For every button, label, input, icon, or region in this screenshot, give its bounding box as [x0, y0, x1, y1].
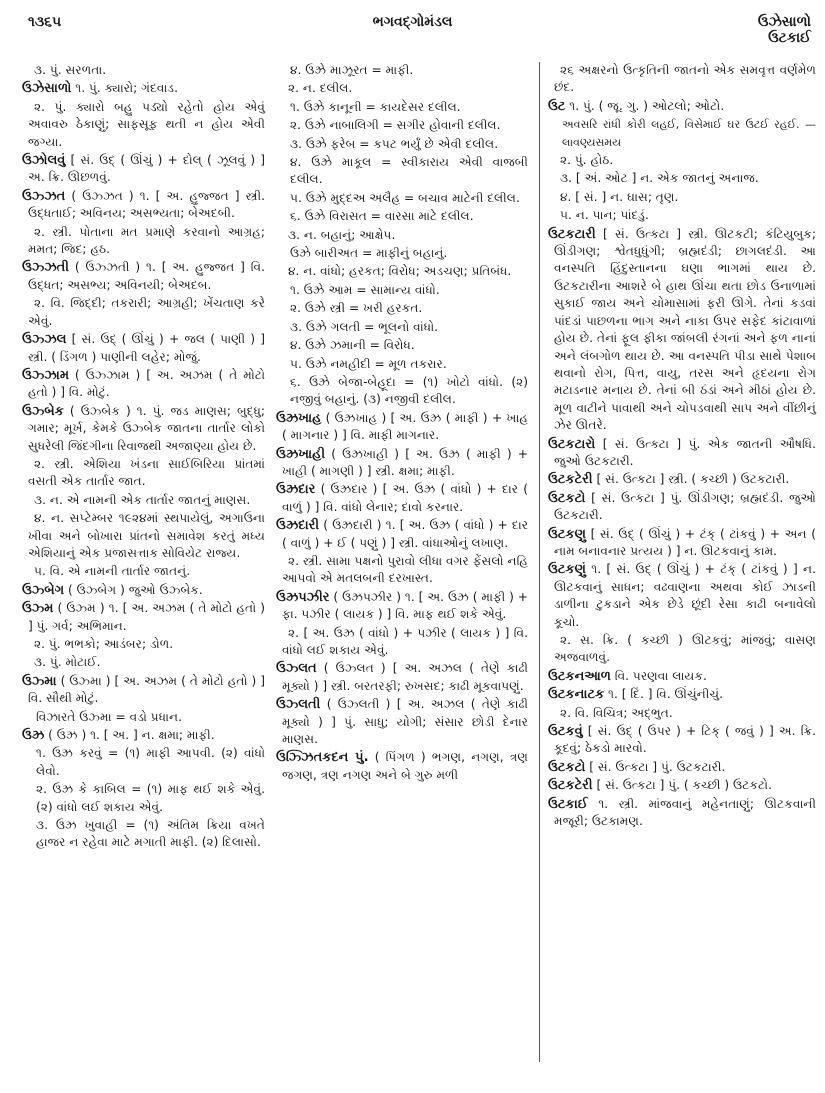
entry-sense	[22, 709, 265, 726]
definition-text: વિ. પરણવા લાયક.	[610, 668, 707, 683]
dictionary-entry	[548, 490, 816, 525]
entry-sense	[276, 245, 528, 262]
dictionary-entry	[22, 600, 265, 635]
definition-text: [ સં. ઉત્કટા ] પું. ઊંડીગણ; બ્રહ્મદંડી. જુઓ ઉટકટારી.	[554, 490, 816, 523]
definition-text: [ સં. ઉત્કટા ] પું. ( કચ્છી ) ઉટકટો.	[592, 778, 772, 793]
definition-text: ( ઉઝ્રદારી ) ૧. [ અ. ઉઝ્ર ( વાંધો ) + દાર ( વાળું ) + ઈ ( પણું ) ] સ્ત્રી. વાંધાઓનું લખાણ.	[282, 518, 528, 550]
dictionary-entry	[276, 517, 528, 552]
entry-sense	[548, 62, 816, 97]
definition-text: [ સં. ઉત્કટા ] સ્ત્રી. ( કચ્છી ) ઉટકટારી.	[592, 472, 790, 487]
definition-text: ૧. ઉઝ્રે કાનૂની = કાયદેસર દલીલ.	[290, 99, 461, 114]
entry-sense	[276, 227, 528, 244]
headword: ઉઝ્રખાહ	[276, 410, 322, 426]
dictionary-entry	[22, 403, 265, 455]
headword: ઉટકટેરી	[548, 472, 593, 488]
dictionary-entry	[276, 660, 528, 695]
entry-sense	[22, 745, 265, 780]
definition-text: ( ઉઝ્રદાર ) [ અ. ઉઝ્ર ( વાંધો ) + દાર ( વાળું ) ] વિ. વાંધો લેનાર; દાવો કરનાર.	[282, 482, 528, 514]
definition-text: ( ઉઝ્ઝતી ) ૧. [ અ. હુજ્જત ] વિ. ઉદ્ધત; અસભ્ય; અવિનયી; બેઅદબ.	[28, 260, 265, 292]
entry-sense	[22, 492, 265, 509]
entry-sense	[548, 152, 816, 169]
entry-sense	[276, 136, 528, 153]
headword: ઉટકવું	[548, 724, 583, 740]
headword: ઉટકણુ	[548, 526, 586, 542]
definition-text: ૧. પું. ક્યારો; ગંદવાડ.	[71, 81, 178, 96]
dictionary-entry	[276, 589, 528, 624]
entry-sense	[276, 80, 528, 97]
definition-text: ૨૬ અક્ષરનો ઉત્કૃતિની જાતનો એક સમવૃત્ત વર્ણમેળ છંદ.	[554, 63, 816, 95]
dictionary-entry	[548, 796, 816, 831]
definition-text: અવસરિ રાંધી કોરી લહઈ, વિસેમાઈ ઘર ઉટઈ રહઈ. — લાવણ્યસમય	[562, 118, 816, 149]
entry-sense	[548, 116, 816, 151]
headword: ઉઝ્લતી	[276, 697, 321, 713]
definition-text: ૪. [ સં. ] ન. ઘાસ; તૃણ.	[560, 189, 679, 204]
dictionary-entry	[548, 723, 816, 758]
entry-sense	[22, 456, 265, 491]
headword: ઉટકટો	[548, 759, 586, 775]
headword: ઉઝ્બેક	[22, 403, 64, 419]
entry-sense	[22, 224, 265, 259]
definition-text: ૪. ઉઝ્રે માકૂલ = સ્વીકારાય એવી વાજબી દલીલ.	[290, 155, 528, 187]
definition-text: વિઝારતે ઉઝ્મા = વડો પ્રધાન.	[36, 709, 182, 724]
definition-text: [ સં. ઉત્કટા ] પું. એક જાતની ઔષધિ. જુઓ ઉટકટારી.	[554, 436, 816, 468]
definition-text: ૨. ન. દલીલ.	[288, 81, 353, 96]
column-divider	[539, 62, 540, 1062]
definition-text: ૨. [ અ. ઉઝ્ર ( વાંધો ) + પઝીર ( લાયક ) ] વિ. વાંધો લઈ શકાય એવું.	[282, 625, 528, 657]
dictionary-entry	[276, 481, 528, 516]
dictionary-entry	[548, 777, 816, 794]
headword: ઉટકનાટક	[548, 687, 605, 703]
guide-word-last: ઉટકાઈ	[768, 30, 811, 46]
headword: ઉઝ્ઝતી	[22, 260, 69, 276]
definition-text: ૨. પું. ભભકો; આડંબર; ડોળ.	[34, 637, 174, 651]
entry-sense	[276, 99, 528, 116]
headword: ઉઝ્ઝામ	[22, 367, 69, 383]
definition-text: ૫. વિ. એ નામની તાર્તાર જાતનું.	[34, 564, 191, 579]
entry-sense	[276, 374, 528, 409]
definition-text: ૪. ન. સપ્ટેમ્બર ૧૯૨૪માં સ્થપાયેલું, અગાઉના ખીવા અને બોખારા પ્રાંતનો સમાવેશ કરતું મધ્ય એશિયાનું એક પ્રજાસત્તાક સોવિયેટ રાજ્ય.	[28, 511, 265, 560]
headword: ઉટકટો	[548, 490, 586, 506]
guide-word-first: ઉઝેસાળો	[757, 14, 811, 30]
entry-sense	[276, 337, 528, 354]
dictionary-entry	[548, 98, 816, 115]
entry-sense	[276, 154, 528, 189]
column-1	[22, 62, 265, 853]
entry-sense	[548, 170, 816, 187]
definition-text: ( ઉઝ્ઝત ) ૧. [ અ. હુજ્જત ] સ્ત્રી. ઉદ્ધતાઈ; અવિનય; અસભ્યતા; બેઅદબી.	[28, 188, 265, 221]
dictionary-entry	[22, 673, 265, 708]
definition-text: ૨. સ્ત્રી. સામા પક્ષનો પુરાવો લીધા વગર ફેંસલો નહિ આપવો એ મતલબની દરખાસ્ત.	[282, 553, 528, 586]
definition-text: ૨. વિ. વિચિત્ર; અદ્ભુત.	[560, 705, 673, 720]
headword: ઉટકણું	[548, 562, 586, 578]
column-2	[276, 62, 528, 785]
headword: ઉઝ્રદારી	[276, 518, 320, 534]
entry-sense	[548, 632, 816, 667]
entry-sense	[276, 300, 528, 317]
entry-sense	[22, 817, 265, 852]
dictionary-entry	[22, 331, 265, 366]
definition-text: ( ઉઝ્રખાહ ) [ અ. ઉઝ્ર ( માફી ) + ખાહ ( માગનાર ) ] વિ. માફી માગનાર.	[282, 410, 528, 443]
definition-text: ૨. વિ. જિદ્દી; તકરારી; આગ્રહી; ખેંચતાણ કરે એવું.	[28, 296, 265, 328]
entry-sense	[276, 356, 528, 373]
definition-text: [ સં. ઉદ્ ( ઊંચું ) + ટંક્ ( ટાંકવું ) + અન ( નામ બનાવનાર પ્રત્યય ) ] ન. ઊટકવાનું કામ.	[554, 526, 816, 558]
dictionary-entry	[548, 471, 816, 488]
dictionary-entry	[276, 749, 528, 784]
entry-sense	[276, 190, 528, 207]
definition-text: ઉઝ્રે બારીઅત = માફીનું બહાનું.	[290, 246, 448, 261]
dictionary-entry	[22, 80, 265, 97]
definition-text: ( ઉઝ્બેક ) ૧. પું. જડ માણસ; બુદ્ધુ; ગમાર; મૂર્ખ, કેમકે ઉઝ્બેક જાતના તાર્તાર લોકો સુધરેલી જિંદગીના રિવાજથી અજાણ્યા હોય છે.	[28, 403, 265, 453]
definition-text: ૨. સ્ત્રી. પોતાના મત પ્રમાણે કરવાનો આગ્રહ; મમત; જિદ; હઠ.	[28, 224, 265, 257]
dictionary-entry	[548, 436, 816, 471]
dictionary-entry	[548, 561, 816, 631]
headword: ઉઝોલવું	[22, 153, 66, 169]
definition-text: ૩. ઉઝ્રે ગલતી = ભૂલનો વાંધો.	[290, 319, 438, 334]
definition-text: ૪. ઉઝ્રે ઝમાની = વિરોધ.	[290, 338, 415, 353]
entry-sense	[276, 62, 528, 79]
definition-text: ( ઉઝ્મા ) [ અ. અઝમ ( તે મોટો હતો ) ] વિ. સૌથી મોટું.	[28, 673, 265, 706]
entry-sense	[276, 282, 528, 299]
entry-sense	[276, 625, 528, 660]
entry-sense	[22, 510, 265, 562]
definition-text: ( ઉઝ્રખાહી ) [ અ. ઉઝ્ર ( માફી ) + ખાહી ( માગણી ) ] સ્ત્રી. ક્ષમા; માફી.	[282, 446, 528, 478]
definition-text: ૪. ન. વાંધો; હરકત; વિરોધ; અડચણ; પ્રતિબંધ.	[288, 264, 512, 279]
headword: ઉટકટેરી	[548, 778, 593, 794]
definition-text: ૧. [ દિં. ] વિ. ઊંચુંનીચું.	[604, 687, 723, 702]
definition-text: ( ઉઝ્બેગ ) જુઓ ઉઝ્બેક.	[64, 582, 203, 597]
dictionary-entry	[22, 152, 265, 187]
definition-text: ( ઉઝ્ર ) ૧. [ અ. ] ન. ક્ષમા; માફી.	[44, 728, 215, 743]
dictionary-entry	[548, 686, 816, 703]
dictionary-entry	[548, 226, 816, 435]
entry-sense	[22, 62, 265, 79]
definition-text: [ સં. ઉત્કટા ] સ્ત્રી. ઊટકટી; કંટિયુબુક; ઊંડીગણ; શ્વેતધુધુંગી; બ્રહ્મદંડી; છાગલદંડી. આ વનસ્પતિ હિંદુસ્તાનના ઘણા ભાગમાં થાય છે. ઉટકટારીના આશરે બે હાથ ઊંચા થતા છોડ ઉનાળામાં સુકાઈ જાય અને ચોમાસામાં ફરી ઊગે. તેનાં કડવાં પાંદડાં પાછળના ભાગ અને નાકા ઉપર સફેદ કાંટાવાળાં હોય છે. તેનાં ફૂલ ફીકા જાંબલી રંગનાં અને ફળ નાનાં અને લંબગોળ થાય છે. આ વનસ્પતિ પીડા સાથે પેશાબ થવાનો રોગ, પિત્ત, વાયુ, તરસ અને હૃદયના રોગ મટાડનાર મનાય છે. તેનાં બી ઠંડાં અને મીઠાં હોય છે. મૂળ વાટીને પાવાથી અને ચોપડવાથી સાપ અને વીંછીનું ઝેર ઊતરે.	[554, 226, 816, 433]
dictionary-entry	[22, 188, 265, 223]
entry-sense	[548, 189, 816, 206]
dictionary-entry	[276, 446, 528, 481]
definition-text: ૧. પું. ( જૂ. ગુ. ) ઓટલો; ઓટો.	[565, 98, 725, 113]
dictionary-entry	[22, 259, 265, 294]
definition-text: ( ઉઝ્લત ) [ અ. અઝલ ( તેણે કાઢી મૂક્યો ) ] સ્ત્રી. બરતરફી; રુખસદ; કાઢી મૂકવાપણું.	[282, 661, 528, 693]
headword: ઉઝ્રપઝીર	[276, 589, 330, 605]
definition-text: ૩. પું. મોટાઈ.	[34, 655, 101, 670]
definition-text: ૧. ઉઝ્રે આમ = સામાન્ય વાંધો.	[290, 282, 440, 297]
entry-sense	[276, 117, 528, 134]
entry-sense	[22, 654, 265, 671]
dictionary-entry	[548, 526, 816, 561]
headword: ઉઝ્ઝિતકદન પું.	[276, 750, 369, 766]
headword: ઉઝ્ઝત	[22, 188, 66, 204]
definition-text: ( ઉઝ્રપઝીર ) ૧. [ અ. ઉઝ્ર ( માફી ) + ફા. પઝીર ( લાયક ) ] વિ. માફ થઈ શકે એવું.	[282, 589, 528, 622]
dictionary-entry	[276, 696, 528, 748]
entry-sense	[276, 263, 528, 280]
entry-sense	[22, 781, 265, 816]
dictionary-entry	[548, 759, 816, 776]
headword: ઉટકનઆળ	[548, 668, 611, 684]
definition-text: ૨. ઉઝ્રે સ્ત્રી = ખરી હરકત.	[290, 301, 423, 316]
entry-sense	[22, 295, 265, 330]
headword: ઉટ	[548, 98, 566, 114]
definition-text: ૫. ઉઝ્રે મુદ્દઅ અલૈહ = બચાવ માટેની દલીલ.	[290, 190, 520, 205]
entry-sense	[548, 207, 816, 224]
definition-text: ૬. ઉઝ્રે બેજા-બેહૂદા = (૧) ખોટો વાંધો. (૨) નજીવું બહાનું. (૩) નજીવી દલીલ.	[290, 374, 528, 407]
definition-text: [ સં. ઉત્કટા ] પું. ઉટકટારી.	[585, 759, 726, 774]
definition-text: ૪. ઉઝ્રે માઝૂરત = માફી.	[290, 63, 414, 77]
definition-text: [ સં. ઉદ્ ( ઊંચું ) + જલ ( પાણી ) ] સ્ત્રી. ( ડિંગળ ) પાણીની લહેર; મોજું.	[28, 332, 265, 364]
headword: ઉઝ્મ	[22, 601, 54, 617]
headword: ઉઝ્રદાર	[276, 482, 316, 498]
page-number: ૧૩૬૫	[28, 14, 62, 30]
definition-text: ૧. ઉઝ્ર કરવું = (૧) માફી આપવી. (૨) વાંધો લેવો.	[36, 746, 265, 778]
entry-sense	[22, 636, 265, 653]
entry-sense	[276, 208, 528, 225]
entry-sense	[22, 99, 265, 151]
definition-text: ૩. ન. બહાનું; આક્ષેપ.	[288, 227, 396, 242]
entry-sense	[276, 319, 528, 336]
headword: ઉઝેસાળો	[22, 81, 72, 97]
headword: ઉઝ્મા	[22, 673, 57, 689]
dictionary-entry	[276, 410, 528, 445]
definition-text: ૧. સ્ત્રી. માંજવાનું મહેનતાણું; ઊટકવાની મજૂરી; ઉટકામણ.	[554, 796, 816, 829]
guide-words	[758, 14, 811, 46]
definition-text: ૨. પું. હોઠ.	[560, 153, 614, 168]
headword: ઉટકટારો	[548, 436, 596, 452]
dictionary-entry	[22, 727, 265, 744]
headword: ઉઝ્લત	[276, 661, 317, 677]
headword: ઉઝ્બેગ	[22, 582, 65, 598]
dictionary-entry	[22, 367, 265, 402]
definition-text: ૩. ઉઝ્રે ફરેબ = કપટ ભર્યું છે એવી દલીલ.	[290, 136, 499, 151]
dictionary-title: ભગવદ્ગોમંડલ	[372, 14, 453, 30]
headword: ઉટકાઈ	[548, 796, 588, 812]
definition-text: ૨. સ. ક્રિ. ( કચ્છી ) ઊટકવું; માંજવું; વાસણ અજવાળવું.	[554, 633, 816, 665]
entry-sense	[276, 553, 528, 588]
headword: ઉઝ્રખાહી	[276, 446, 326, 462]
definition-text: ૩. ઉઝ્ર ખુવાહી = (૧) અંતિમ ક્રિયા વખતે હાજર ન રહેવા માટે મગાતી માફી. (૨) દિલાસો.	[36, 818, 265, 850]
definition-text: ૩. પું. સરળતા.	[34, 63, 107, 77]
headword: ઉઝ્ઝલ	[22, 332, 67, 348]
dictionary-entry	[548, 668, 816, 685]
definition-text: ( ઉઝ્મ ) ૧. [ અ. અઝમ ( તે મોટો હતો ) ] પું. ગર્વ; અભિમાન.	[28, 601, 265, 633]
dictionary-entry	[22, 582, 265, 599]
definition-text: ( ઉઝ્લતી ) [ અ. અઝલ ( તેણે કાઢી મૂક્યો ) ] પું. સાધુ; યોગી; સંસાર છોડી દેનાર માણસ.	[282, 697, 528, 747]
definition-text: ૫. ન. પાન; પાંદડું.	[560, 208, 649, 223]
definition-text: ૨. ઉઝ્રે નાબાલિગી = સગીર હોવાની દલીલ.	[290, 118, 501, 133]
definition-text: ૨. સ્ત્રી. એશિયા ખંડના સાઈબિરિયા પ્રાંતમાં વસતી એક તાર્તાર જાત.	[28, 456, 265, 489]
definition-text: ૨. પું. ક્યારો બહુ પડ્યો રહેતો હોય એવું અવાવરુ ઠેકાણું; સાફસૂફ થતી ન હોય એવી જગ્યા.	[28, 99, 265, 149]
definition-text: ( ઉઝ્ઝામ ) [ અ. અઝમ ( તે મોટો હતો ) ] વિ. મોટું.	[28, 367, 265, 400]
definition-text: ૨. ઉઝ્ર કે કાબિલ = (૧) માફ થઈ શકે એવું. (૨) વાંધો લઈ શકાય એવું.	[36, 782, 265, 814]
entry-sense	[548, 705, 816, 722]
headword: ઉઝ્ર	[22, 728, 45, 744]
definition-text: [ સં. ઉદ્ ( ઉપર ) + ટિક્ ( જવું ) ] અ. ક્રિ. કૂદવું; ઠેકડો મારવો.	[554, 724, 816, 756]
column-3	[548, 62, 816, 831]
definition-text: ૫. ઉઝ્રે નમહીદી = મૂળ તકરાર.	[290, 356, 447, 371]
definition-text: ૧. [ સં. ઉદ્ ( ઊંચું ) + ટંક્ ( ટાંકવું ) ] ન. ઊટકવાનું સાધન; વઢવાણના અથવા કોઈ ઝાડની ડાળીના ટુકડાને એક છેડે છૂંદી રેસા કાઢી બનાવેલો કૂચો.	[554, 562, 816, 629]
definition-text: ( પિંગળ ) ભગણ, નગણ, ત્રણ જગણ, ત્રણ નગણ અને બે ગુરુ મળી	[282, 750, 528, 782]
definition-text: ૩. [ અં. ઓટ ] ન. એક જાતનું અનાજ.	[560, 171, 759, 186]
definition-text: [ સં. ઉદ્ ( ઊંચું ) + દોલ્ ( ઝૂલવું ) ] અ. ક્રિ. ઊછળવું.	[28, 153, 265, 185]
headword: ઉટકટારી	[548, 226, 596, 242]
definition-text: ૬. ઉઝ્રે વિરાસત = વારસા માટે દલીલ.	[290, 209, 474, 224]
entry-sense	[22, 563, 265, 580]
definition-text: ૩. ન. એ નામની એક તાર્તાર જાતનું માણસ.	[34, 492, 251, 507]
